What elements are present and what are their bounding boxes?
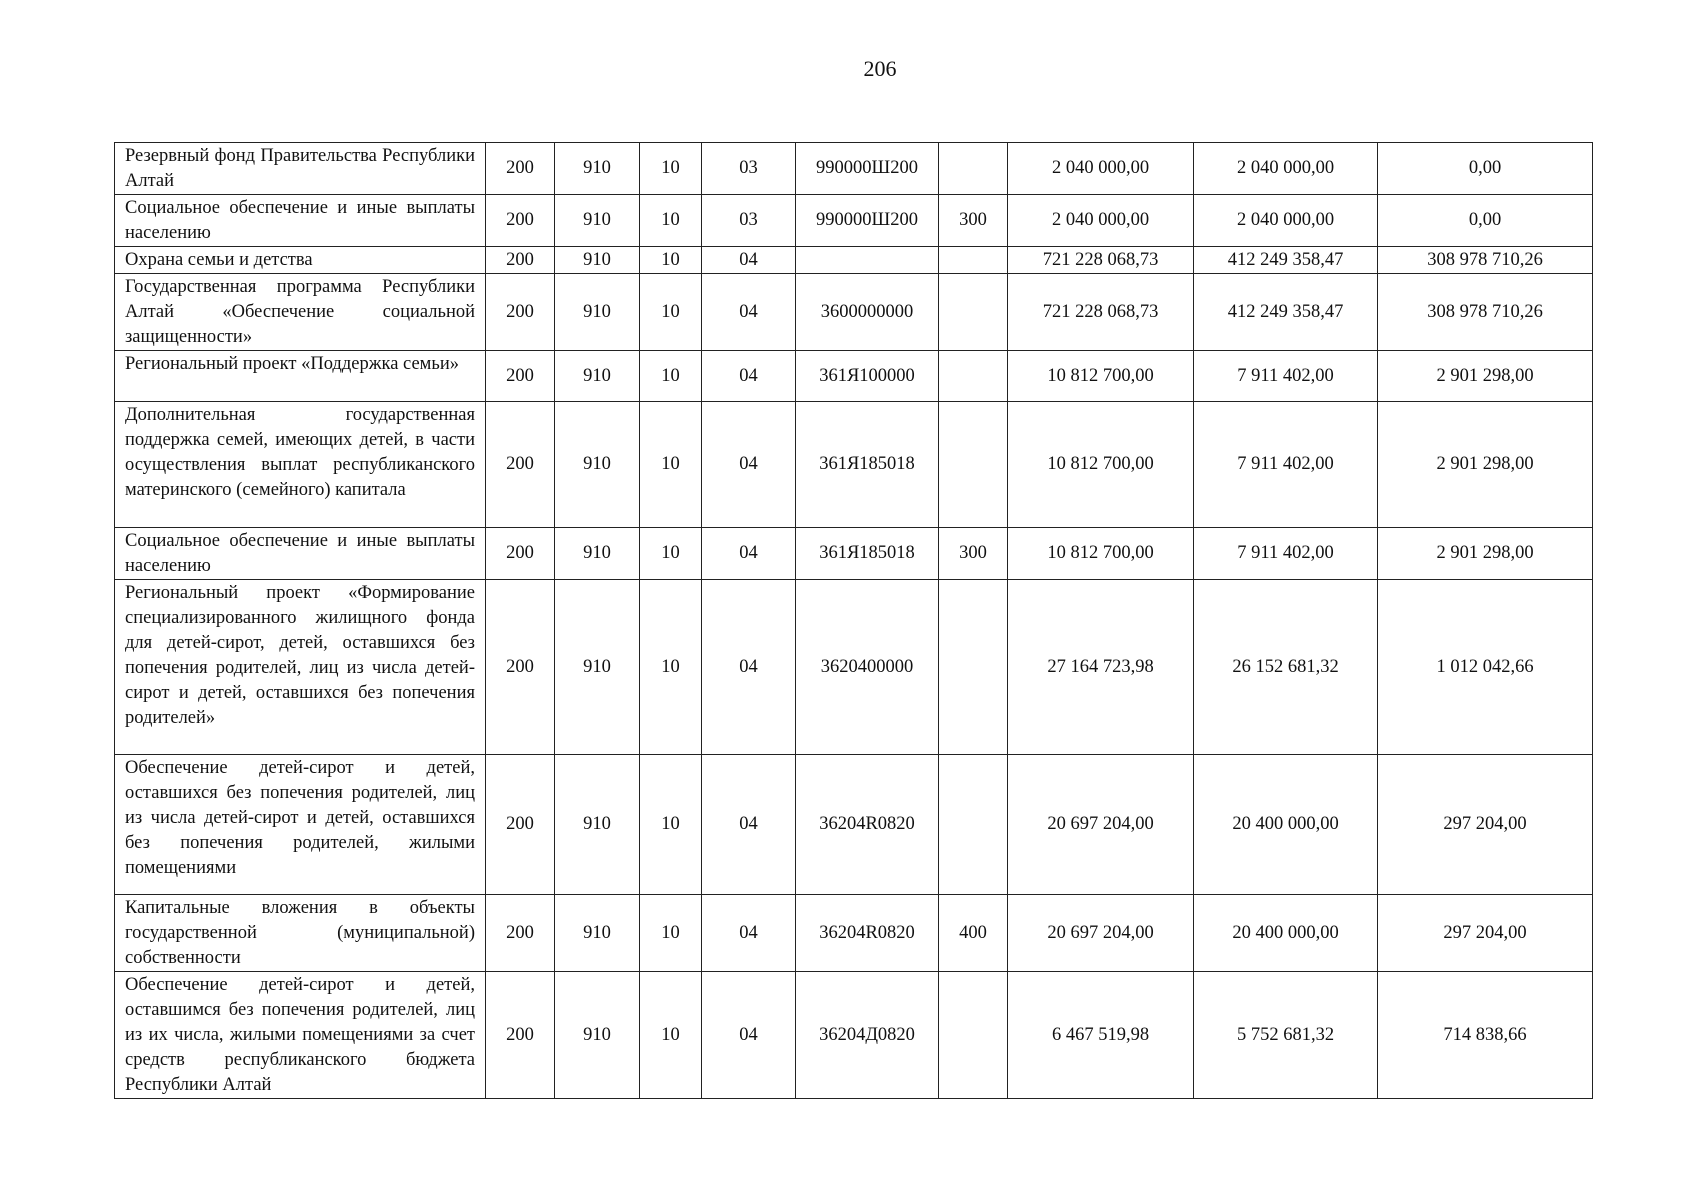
table-row bbox=[115, 402, 1593, 528]
section-code-cell: 10 bbox=[640, 143, 702, 195]
admin-code-cell: 200 bbox=[486, 580, 555, 755]
remaining-amount-cell: 1 012 042,66 bbox=[1378, 580, 1593, 755]
grbs-code-cell: 910 bbox=[555, 247, 640, 274]
plan-amount-cell: 721 228 068,73 bbox=[1008, 274, 1194, 351]
expense-type-cell bbox=[939, 972, 1008, 1099]
remaining-amount-cell: 297 204,00 bbox=[1378, 895, 1593, 972]
admin-code-cell: 200 bbox=[486, 755, 555, 895]
table-row bbox=[115, 195, 1593, 247]
subsection-code-cell: 03 bbox=[702, 143, 796, 195]
subsection-code-cell: 04 bbox=[702, 351, 796, 402]
remaining-amount-cell: 0,00 bbox=[1378, 195, 1593, 247]
grbs-code-cell: 910 bbox=[555, 972, 640, 1099]
subsection-code-cell: 04 bbox=[702, 972, 796, 1099]
plan-amount-cell: 10 812 700,00 bbox=[1008, 351, 1194, 402]
section-code-cell: 10 bbox=[640, 895, 702, 972]
target-code-cell: 36204R0820 bbox=[796, 755, 939, 895]
table-row bbox=[115, 143, 1593, 195]
section-code-cell: 10 bbox=[640, 274, 702, 351]
expense-name-cell: Обеспечение детей-сирот и детей, оставшимся без попечения родителей, лиц из их числа, жилыми помещениями за счет средств республиканского бюджета Республики Алтай bbox=[115, 972, 486, 1099]
admin-code-cell: 200 bbox=[486, 895, 555, 972]
expense-type-cell bbox=[939, 274, 1008, 351]
actual-amount-cell: 2 040 000,00 bbox=[1194, 143, 1378, 195]
admin-code-cell: 200 bbox=[486, 972, 555, 1099]
actual-amount-cell: 20 400 000,00 bbox=[1194, 755, 1378, 895]
grbs-code-cell: 910 bbox=[555, 528, 640, 580]
actual-amount-cell: 5 752 681,32 bbox=[1194, 972, 1378, 1099]
target-code-cell: 361Я100000 bbox=[796, 351, 939, 402]
expense-name-cell: Капитальные вложения в объекты государственной (муниципальной) собственности bbox=[115, 895, 486, 972]
section-code-cell: 10 bbox=[640, 528, 702, 580]
admin-code-cell: 200 bbox=[486, 528, 555, 580]
plan-amount-cell: 10 812 700,00 bbox=[1008, 402, 1194, 528]
remaining-amount-cell: 308 978 710,26 bbox=[1378, 247, 1593, 274]
admin-code-cell: 200 bbox=[486, 351, 555, 402]
target-code-cell: 990000Ш200 bbox=[796, 143, 939, 195]
expense-type-cell: 300 bbox=[939, 195, 1008, 247]
section-code-cell: 10 bbox=[640, 402, 702, 528]
grbs-code-cell: 910 bbox=[555, 195, 640, 247]
budget-table-body bbox=[115, 143, 1593, 1099]
plan-amount-cell: 6 467 519,98 bbox=[1008, 972, 1194, 1099]
grbs-code-cell: 910 bbox=[555, 402, 640, 528]
expense-name-cell: Региональный проект «Формирование специализированного жилищного фонда для детей-сирот, детей, оставшихся без попечения родителей, лиц из числа детей-сирот и детей, оставшихся без попечения родителей» bbox=[115, 580, 486, 755]
subsection-code-cell: 04 bbox=[702, 580, 796, 755]
subsection-code-cell: 04 bbox=[702, 402, 796, 528]
expense-name-cell: Региональный проект «Поддержка семьи» bbox=[115, 351, 486, 402]
section-code-cell: 10 bbox=[640, 580, 702, 755]
expense-type-cell bbox=[939, 247, 1008, 274]
plan-amount-cell: 2 040 000,00 bbox=[1008, 143, 1194, 195]
table-row bbox=[115, 274, 1593, 351]
actual-amount-cell: 7 911 402,00 bbox=[1194, 402, 1378, 528]
actual-amount-cell: 7 911 402,00 bbox=[1194, 351, 1378, 402]
actual-amount-cell: 412 249 358,47 bbox=[1194, 247, 1378, 274]
expense-type-cell bbox=[939, 143, 1008, 195]
budget-table bbox=[114, 142, 1593, 1099]
actual-amount-cell: 412 249 358,47 bbox=[1194, 274, 1378, 351]
expense-name-cell: Социальное обеспечение и иные выплаты населению bbox=[115, 195, 486, 247]
actual-amount-cell: 2 040 000,00 bbox=[1194, 195, 1378, 247]
target-code-cell: 361Я185018 bbox=[796, 402, 939, 528]
actual-amount-cell: 20 400 000,00 bbox=[1194, 895, 1378, 972]
page-number: 206 bbox=[863, 56, 897, 81]
plan-amount-cell: 27 164 723,98 bbox=[1008, 580, 1194, 755]
table-row bbox=[115, 247, 1593, 274]
grbs-code-cell: 910 bbox=[555, 895, 640, 972]
expense-type-cell bbox=[939, 402, 1008, 528]
target-code-cell: 36204Д0820 bbox=[796, 972, 939, 1099]
admin-code-cell: 200 bbox=[486, 143, 555, 195]
plan-amount-cell: 20 697 204,00 bbox=[1008, 755, 1194, 895]
expense-name-cell: Резервный фонд Правительства Республики Алтай bbox=[115, 143, 486, 195]
expense-type-cell: 400 bbox=[939, 895, 1008, 972]
section-code-cell: 10 bbox=[640, 755, 702, 895]
target-code-cell: 3620400000 bbox=[796, 580, 939, 755]
grbs-code-cell: 910 bbox=[555, 755, 640, 895]
expense-type-cell: 300 bbox=[939, 528, 1008, 580]
remaining-amount-cell: 0,00 bbox=[1378, 143, 1593, 195]
target-code-cell bbox=[796, 247, 939, 274]
expense-type-cell bbox=[939, 755, 1008, 895]
admin-code-cell: 200 bbox=[486, 402, 555, 528]
grbs-code-cell: 910 bbox=[555, 351, 640, 402]
table-row bbox=[115, 528, 1593, 580]
target-code-cell: 361Я185018 bbox=[796, 528, 939, 580]
grbs-code-cell: 910 bbox=[555, 580, 640, 755]
expense-name-cell: Охрана семьи и детства bbox=[115, 247, 486, 274]
admin-code-cell: 200 bbox=[486, 274, 555, 351]
remaining-amount-cell: 308 978 710,26 bbox=[1378, 274, 1593, 351]
target-code-cell: 36204R0820 bbox=[796, 895, 939, 972]
subsection-code-cell: 04 bbox=[702, 755, 796, 895]
section-code-cell: 10 bbox=[640, 195, 702, 247]
grbs-code-cell: 910 bbox=[555, 274, 640, 351]
actual-amount-cell: 26 152 681,32 bbox=[1194, 580, 1378, 755]
admin-code-cell: 200 bbox=[486, 195, 555, 247]
admin-code-cell: 200 bbox=[486, 247, 555, 274]
plan-amount-cell: 20 697 204,00 bbox=[1008, 895, 1194, 972]
grbs-code-cell: 910 bbox=[555, 143, 640, 195]
subsection-code-cell: 04 bbox=[702, 247, 796, 274]
remaining-amount-cell: 2 901 298,00 bbox=[1378, 402, 1593, 528]
remaining-amount-cell: 2 901 298,00 bbox=[1378, 351, 1593, 402]
actual-amount-cell: 7 911 402,00 bbox=[1194, 528, 1378, 580]
remaining-amount-cell: 2 901 298,00 bbox=[1378, 528, 1593, 580]
table-row bbox=[115, 895, 1593, 972]
subsection-code-cell: 04 bbox=[702, 528, 796, 580]
remaining-amount-cell: 297 204,00 bbox=[1378, 755, 1593, 895]
plan-amount-cell: 10 812 700,00 bbox=[1008, 528, 1194, 580]
expense-name-cell: Социальное обеспечение и иные выплаты населению bbox=[115, 528, 486, 580]
expense-name-cell: Обеспечение детей-сирот и детей, оставшихся без попечения родителей, лиц из числа детей-сирот и детей, оставшихся без попечения родителей, жилыми помещениями bbox=[115, 755, 486, 895]
subsection-code-cell: 04 bbox=[702, 895, 796, 972]
target-code-cell: 990000Ш200 bbox=[796, 195, 939, 247]
expense-type-cell bbox=[939, 351, 1008, 402]
section-code-cell: 10 bbox=[640, 972, 702, 1099]
table-row bbox=[115, 580, 1593, 755]
section-code-cell: 10 bbox=[640, 247, 702, 274]
subsection-code-cell: 04 bbox=[702, 274, 796, 351]
section-code-cell: 10 bbox=[640, 351, 702, 402]
table-row bbox=[115, 972, 1593, 1099]
plan-amount-cell: 2 040 000,00 bbox=[1008, 195, 1194, 247]
plan-amount-cell: 721 228 068,73 bbox=[1008, 247, 1194, 274]
target-code-cell: 3600000000 bbox=[796, 274, 939, 351]
remaining-amount-cell: 714 838,66 bbox=[1378, 972, 1593, 1099]
table-row bbox=[115, 351, 1593, 402]
table-row bbox=[115, 755, 1593, 895]
subsection-code-cell: 03 bbox=[702, 195, 796, 247]
expense-type-cell bbox=[939, 580, 1008, 755]
expense-name-cell: Дополнительная государственная поддержка семей, имеющих детей, в части осуществления выплат республиканского материнского (семейного) капитала bbox=[115, 402, 486, 528]
expense-name-cell: Государственная программа Республики Алтай «Обеспечение социальной защищенности» bbox=[115, 274, 486, 351]
